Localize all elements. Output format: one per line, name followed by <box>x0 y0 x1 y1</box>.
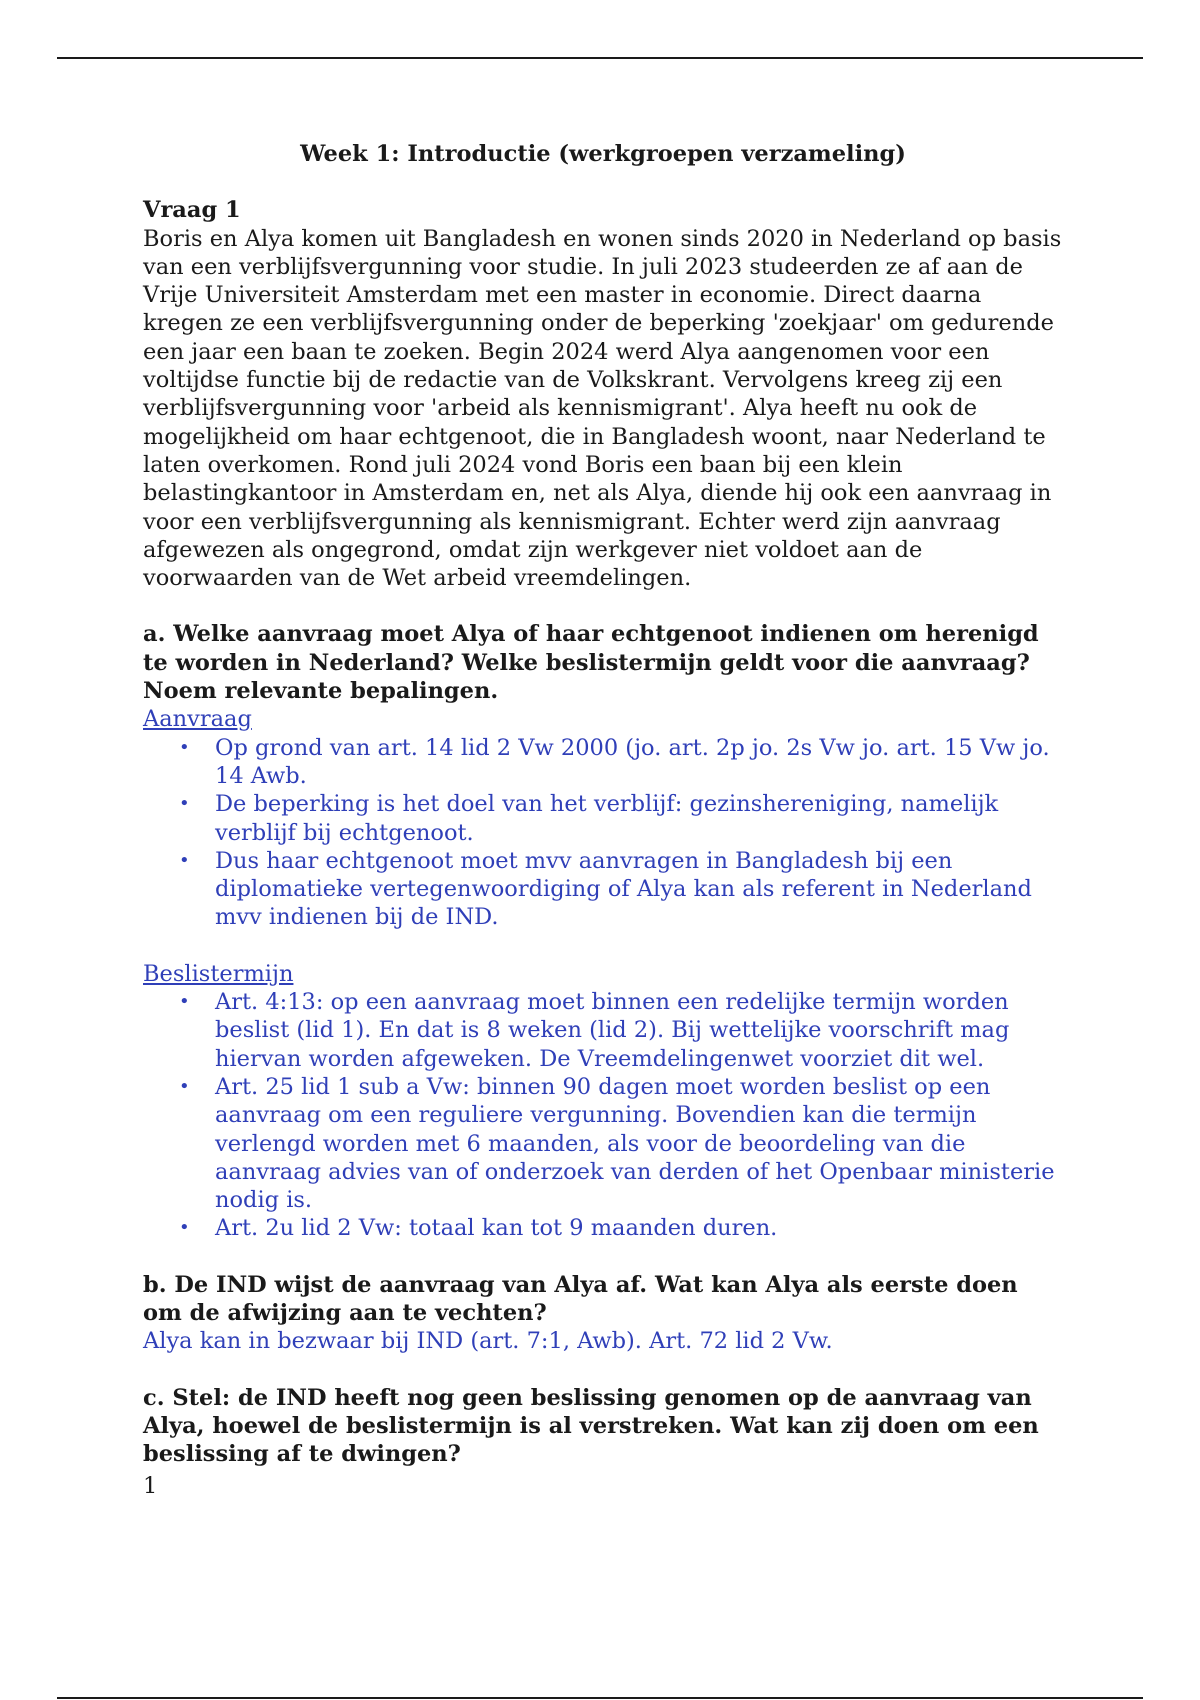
aanvraag-heading: Aanvraag <box>143 706 252 733</box>
document-body <box>143 140 1063 1501</box>
beslistermijn-list <box>143 988 1063 1243</box>
bullet-icon: • <box>179 991 190 1013</box>
question-a: a. Welke aanvraag moet Alya of haar echtgenoot indienen om herenigd te worden in Nederland? Welke beslistermijn geldt voor die aanvraag? Noem relevante bepalingen. <box>143 621 1039 705</box>
question-b: b. De IND wijst de aanvraag van Alya af. Wat kan Alya als eerste doen om de afwijzing aan te vechten? <box>143 1271 1018 1326</box>
case-text: Boris en Alya komen uit Bangladesh en wonen sinds 2020 in Nederland op basis van een verblijfsvergunning voor studie. In juli 2023 studeerden ze af aan de Vrije Universiteit Amsterdam met een master in economie. Direct daarna kregen ze een verblijfsvergunning onder de beperking 'zoekjaar' om gedurende een jaar een baan te zoeken. Begin 2024 werd Alya aangenomen voor een voltijdse functie bij de redactie van de Volkskrant. Vervolgens kreeg zij een verblijfsvergunning voor 'arbeid als kennismigrant'. Alya heeft nu ook de mogelijkheid om haar echtgenoot, die in Bangladesh woont, naar Nederland te laten overkomen. Rond juli 2024 vond Boris een baan bij een klein belastingkantoor in Amsterdam en, net als Alya, diende hij ook een aanvraag in voor een verblijfsvergunning als kennismigrant. Echter werd zijn aanvraag afgewezen als ongegrond, omdat zijn werkgever niet voldoet aan de voorwaarden van de Wet arbeid vreemdelingen. <box>143 225 1062 592</box>
list-item: • Art. 2u lid 2 Vw: totaal kan tot 9 maanden duren. <box>179 1215 778 1242</box>
question-c: c. Stel: de IND heeft nog geen beslissing genomen op de aanvraag van Alya, hoewel de beslistermijn is al verstreken. Wat kan zij doen om een beslissing af te dwingen? <box>143 1384 1039 1468</box>
answer-b: Alya kan in bezwaar bij IND (art. 7:1, Awb). Art. 72 lid 2 Vw. <box>143 1328 833 1355</box>
bullet-icon: • <box>179 736 190 758</box>
list-item: • De beperking is het doel van het verblijf: gezinshereniging, namelijk verblijf bij echtgenoot. <box>179 791 999 846</box>
page-number: 1 <box>143 1473 158 1500</box>
vraag-heading: Vraag 1 <box>143 197 241 224</box>
bottom-rule <box>57 1697 1143 1699</box>
bullet-icon: • <box>179 1217 190 1239</box>
aanvraag-list <box>143 734 1063 932</box>
list-item: • Art. 25 lid 1 sub a Vw: binnen 90 dagen moet worden beslist op een aanvraag om een reguliere vergunning. Bovendien kan die termijn verlengd worden met 6 maanden, als voor de beoordeling van die aanvraag advies van of onderzoek van derden of het Openbaar ministerie nodig is. <box>179 1073 1055 1214</box>
list-item: • Dus haar echtgenoot moet mvv aanvragen in Bangladesh bij een diplomatieke vertegenwoordiging of Alya kan als referent in Nederland mvv indienen bij de IND. <box>179 847 1032 931</box>
bullet-icon: • <box>179 849 190 871</box>
bullet-icon: • <box>179 1075 190 1097</box>
top-rule <box>57 57 1143 59</box>
bullet-icon: • <box>179 793 190 815</box>
list-item: • Art. 4:13: op een aanvraag moet binnen een redelijke termijn worden beslist (lid 1). En dat is 8 weken (lid 2). Bij wettelijke voorschrift mag hiervan worden afgeweken. De Vreemdelingenwet voorziet dit wel. <box>179 989 1010 1072</box>
list-item: • Op grond van art. 14 lid 2 Vw 2000 (jo. art. 2p jo. 2s Vw jo. art. 15 Vw jo. 14 Awb. <box>179 734 1050 789</box>
document-title: Week 1: Introductie (werkgroepen verzameling) <box>300 141 906 167</box>
beslistermijn-heading: Beslistermijn <box>143 960 294 987</box>
